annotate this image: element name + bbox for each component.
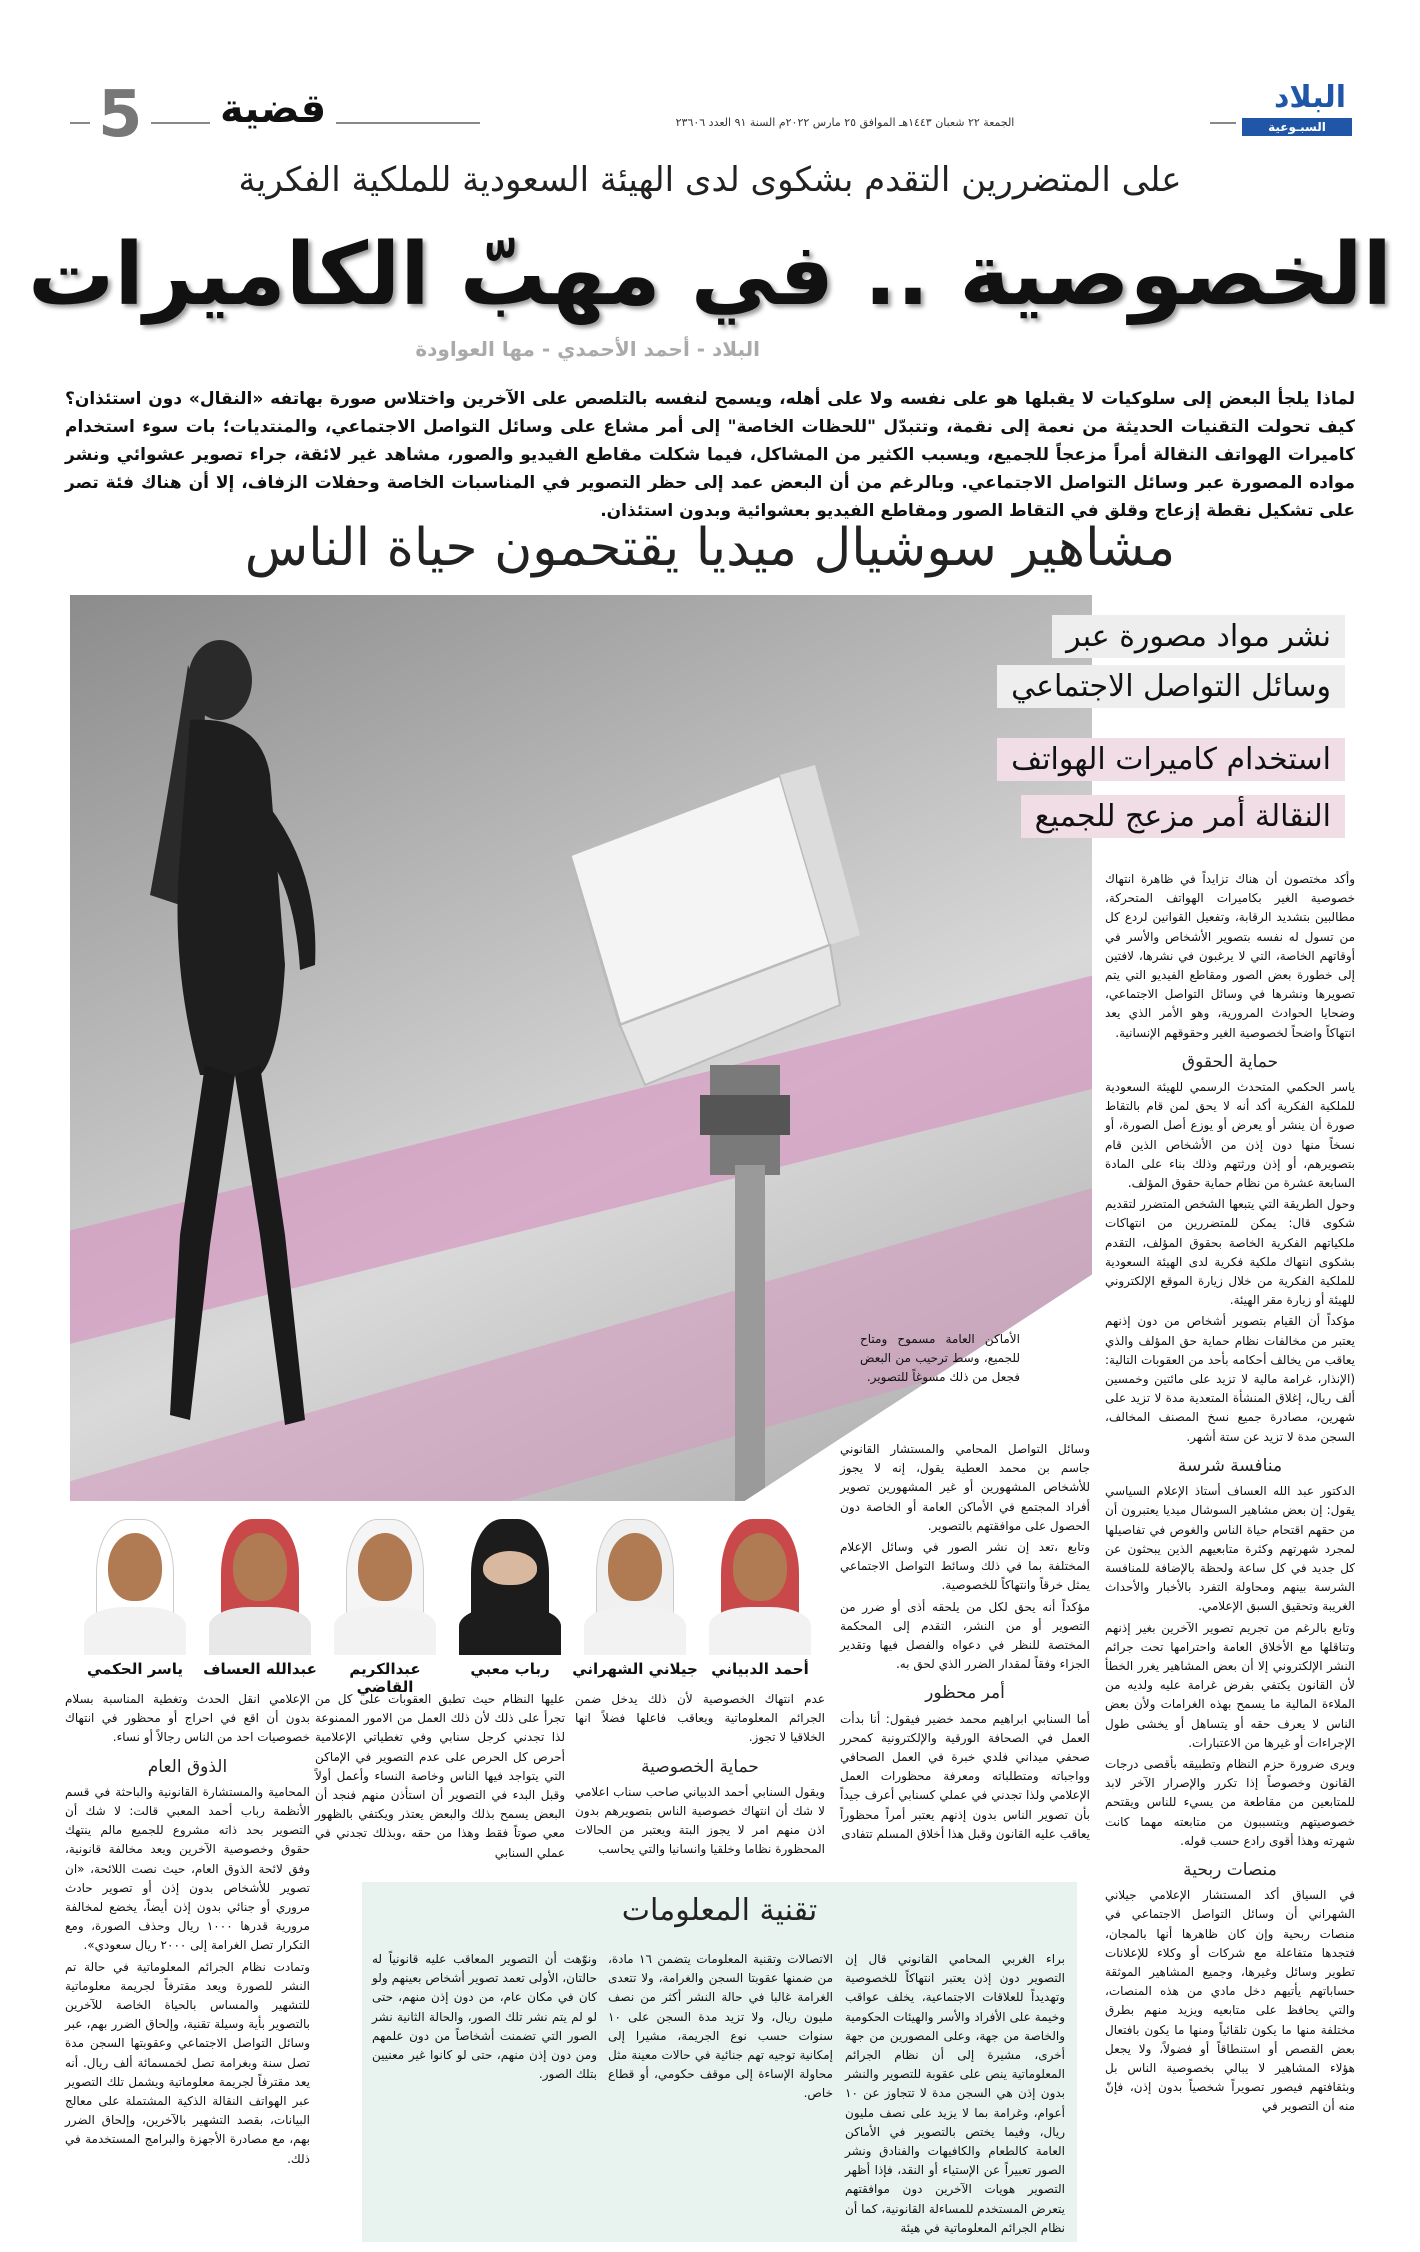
subheadline: مشاهير سوشيال ميديا يقتحمون حياة الناس xyxy=(244,518,1176,578)
photo-callout-3: استخدام كاميرات الهواتف xyxy=(997,738,1345,781)
portrait-ahmed-aldibyani xyxy=(705,1515,815,1655)
newspaper-logo xyxy=(1236,80,1360,140)
portrait-yasser-alhakami xyxy=(80,1515,190,1655)
paragraph: وتابع ،تعد إن نشر الصور في وسائل الإعلام المختلفة بما في ذلك وسائط التواصل الاجتماعي يمثل خرقاً وانتهاكاً للخصوصية. xyxy=(840,1540,1090,1593)
paragraph: وسائل التواصل المحامي والمستشار القانوني جاسم بن محمد العطية يقول، إنه لا يجوز للأشخاص المشهورين أو غير المشهورين تصوير أفراد المجتمع في الأماكن العامة أو الخاصة دون الحصول على موافقتهم بالتصوير. xyxy=(840,1442,1090,1533)
section-heading: منصات ربحية xyxy=(1183,1859,1277,1880)
portrait-rabab-maabi xyxy=(455,1515,565,1655)
lower-column-4 xyxy=(315,1690,565,1865)
section-heading: منافسة شرسة xyxy=(1177,1455,1283,1476)
lower-column-5 xyxy=(65,1690,310,2171)
photo-callout-4: النقالة أمر مزعج للجميع xyxy=(1021,795,1345,838)
info-box-title: تقنية المعلومات xyxy=(621,1893,818,1928)
person-name: ياسر الحكمي xyxy=(86,1660,184,1678)
section-heading: حماية الخصوصية xyxy=(641,1756,759,1777)
paragraph: الإعلامي انقل الحدث وتغطية المناسبة بسلام بدون أن اقع في احراج أو محظور في انتهاك خصوصيات احد من الناس رجالاً أو نساء. xyxy=(65,1692,310,1745)
right-column xyxy=(1105,870,1355,2119)
photo-callout-2: وسائل التواصل الاجتماعي xyxy=(997,665,1345,708)
portrait-abdullah-alassaf xyxy=(205,1515,315,1655)
logo-title: البلاد xyxy=(1274,80,1346,115)
paragraph: ويرى ضرورة حزم النظام وتطبيقه بأقصى درجات القانون وخصوصاً إذا تكرر والإصرار الآخر لابد للمتابعين من مقاطعة من يسيء للناس ويقتحم خصوصيتهم ويتسببون من متابعته مهما كانت شهرته وهذا أقوى رادع حسب قوله. xyxy=(1105,1756,1355,1848)
person-name: رباب معبي xyxy=(470,1660,550,1678)
page-header xyxy=(70,78,1360,152)
paragraph: عليها النظام حيث تطبق العقوبات على كل من تجرأ على ذلك لأن ذلك العمل من الامور الممنوعة لذا تجدني كرجل سنابي وفي تغطياتي الإعلامية أحرص كل الحرص على عدم التصوير في الإماكن التي يتواجد فيها الناس وخاصة النساء وأعمل أولاً وقبل البدء في التصوير أن استأذن منهم فنجد أن البعض يسمح بذلك والبعض يعتذر ويكتفي بالظهور معي صوتاً فقط وهذا من حقه ،وبذلك تجدني في عملي السنابي xyxy=(315,1692,565,1860)
paragraph: وحول الطريقة التي يتبعها الشخص المتضرر لتقديم شكوى قال: يمكن للمتضررين من انتهاكات ملكياتهم الفكرية الخاصة بحقوق المؤلف، التقدم بشكوى انتهاك ملكية فكرية لدى الهيئة السعودية للملكية الفكرية من خلال زيارة الموقع الإلكتروني للهيئة أو زيارة مقر الهيئة. xyxy=(1105,1197,1355,1308)
byline: البلاد - أحمد الأحمدي - مها العواودة xyxy=(415,337,760,361)
portrait-jilani-alshahrani xyxy=(580,1515,690,1655)
lower-column-3 xyxy=(575,1690,825,1862)
person-name: أحمد الدبياني xyxy=(711,1660,809,1678)
kicker: على المتضررين التقدم بشكوى لدى الهيئة السعودية للملكية الفكرية xyxy=(238,160,1182,200)
section-title: قضية xyxy=(210,86,336,132)
section-heading: أمر محظور xyxy=(925,1683,1005,1704)
section-heading: الذوق العام xyxy=(147,1756,228,1777)
paragraph: أما السنابي ابراهيم محمد خضير فيقول: أنا بدأت العمل في الصحافة الورقية والإلكترونية كمحرر صحفي ميداني فلدي خبرة في العمل الصحافي وواجباته ومتطلباته ومعرفة محظورات العمل الإعلامي ولذا تجدني في عملي كسنابي أعرف جيداً بأن تصوير الناس بدون إذنهم يعتبر أمراً محظوراً يعاقب عليه القانون وقبل هذا أخلاق المسلم تتفادى xyxy=(840,1711,1090,1841)
security-camera xyxy=(530,765,1092,1501)
photo-caption: الأماكن العامة مسموح ومتاح للجميع، وسط ترحيب من البعض فجعل من ذلك مسوغاً للتصوير. xyxy=(860,1332,1020,1384)
info-box-col-3: ونوّهت أن التصوير المعاقب عليه قانونياً له حالتان، الأولى تعمد تصوير أشخاص بعينهم ولو كان في مكان عام، من دون إذن منهم، حتى لو لم يتم نشر تلك الصور، والحالة الثانية نشر الصور التي تضمنت أشخاصاً من دون علمهم ومن دون إذن منهم، حتى لو كانوا غير معنيين بتلك الصور. xyxy=(372,1952,597,2082)
paragraph: وتابع بالرغم من تجريم تصوير الآخرين بغير إذنهم وتناقلها مع الأخلاق العامة واحترامها تحت جرائم النشر الإلكتروني إلا أن بعض المشاهير يغرر الخطأ لأن القانون يكتفي بفرض غرامة عليه ولديه من الملاءة المالية ما يسمح بهذه الغرامات ولأن بعض الناس لا يعرف حقه أو يتساهل أو يخشى طول الإجراءات أو غيرها من الاعتبارات. xyxy=(1105,1620,1355,1750)
paragraph: عدم انتهاك الخصوصية لأن ذلك يدخل ضمن الجرائم المعلوماتية ويعاقب فاعلها فضلاً انها الخلاقيا لا تجوز. xyxy=(575,1692,825,1745)
middle-column xyxy=(840,1440,1090,1846)
paragraph: ويقول السنابي أحمد الدبياني صاحب سناب اعلامي لا شك أن انتهاك خصوصية الناس بتصويرهم بدون اذن منهم امر لا يجوز البتة ويعتبر من الحالات المحظورة نظاما وخلقيا وانسانيا والتي يحاسب xyxy=(575,1784,825,1857)
person-name: عبدالكريم القاضي xyxy=(349,1660,421,1696)
intro-paragraph: لماذا يلجأ البعض إلى سلوكيات لا يقبلها هو على نفسه ولا على أهله، ويسمح لنفسه بالتلصص على الآخرين واختلاس صورة بهاتفه «النقال» دون استئذان؟ كيف تحولت التقنيات الحديثة من نعمة إلى نقمة، وتتبدّل "للحظات الخاصة" إلى أمر مشاع على وسائل التواصل الاجتماعي، والمنتديات؛ بات سوء استخدام كاميرات الهواتف النقالة أمراً مزعجاً للجميع، ويسبب الكثير من المشاكل، فيما شكلت مقاطع الفيديو والصور، مشاهد غير لائقة، جراء تصوير عشوائي ونشر مواده المصورة عبر وسائل التواصل الاجتماعي. وبالرغم من أن البعض عمد إلى حظر التصوير في المناسبات الخاصة وحفلات الزفاف، إلا أن هناك فئة تصر على تشكيل نقطة إزعاج وقلق في التقاط الصور ومقاطع الفيديو بعشوائية وبدون استئذان. xyxy=(65,389,1355,521)
paragraph: مؤكداً أن القيام بتصوير أشخاص من دون إذنهم يعتبر من مخالفات نظام حماية حق المؤلف والذي يعاقب من يخالف أحكامه بأحد من العقوبات التالية: (الإنذار، غرامة مالية لا تزيد على مائتين وخمسين ألف ريال، إغلاق المنشأة المتعدية مدة لا تزيد على شهرين، مصادرة جميع نسخ المصنف المخالف، السجن مدة لا تزيد عن ستة أشهر. xyxy=(1105,1314,1355,1444)
walking-woman-silhouette xyxy=(110,635,360,1455)
photo-callout-1: نشر مواد مصورة عبر xyxy=(1052,615,1345,658)
paragraph: وأكد مختصون أن هناك تزايداً في ظاهرة انتهاك خصوصية الغير بكاميرات الهواتف المتحركة، مطالبين بتشديد الرقابة، وتفعيل القوانين لردع كل من تسول له نفسه بتصوير الأشخاص والأسر في أوقاتهم الخاصة، التي لا يرغبون في نشرها، لافتين إلى خطورة بعض الصور ومقاطع الفيديو التي يتم تصويرها ونشرها في وسائل التواصل الاجتماعي، وضحايا الحوادث المرورية، وهو الأمر الذي يعد انتهاكاً واضحاً لخصوصية الغير وحقوقهم الإنسانية. xyxy=(1105,872,1355,1040)
logo-subtitle: السبـوعية xyxy=(1242,118,1352,136)
paragraph: في السياق أكد المستشار الإعلامي جيلاني الشهراني أن وسائل التواصل الاجتماعي في منصات ربحية وإن كان ظاهرها أنها بالمجان، فتجدها متفاعلة مع شركات أو وكلاء للإعلانات تطوير وسائل وغيرها، وجميع المشاهير الموثقة حساباتهم يأتيهم دخل مادي من هذه المنصات، والتي يحافظ على متابعيه ويزيد منهم بطرق مختلفة منها ما يكون تلقائياً ومنها ما يكون بافتعال بعض القصص أو استنطاقاً أو فضولاً، ولا يجعل هؤلاء المشاهير لا يبالي بخصوصية الناس بل وبثقافتهم فيصور تصويراً شخصياً بدون إذن، فإنّ منه أن التصوير في xyxy=(1105,1888,1355,2114)
person-name: عبدالله العساف xyxy=(203,1660,317,1678)
paragraph: المحامية والمستشارة القانونية والباحثة في قسم الأنظمة رباب أحمد المعبي قالت: لا شك أن التصوير بحد ذاته مشروع للجميع مالم ينتهك حقوق وخصوصية الآخرين ويعد مخالفة قانونية، وفق لائحة الذوق العام، حيث نصت اللائحة، «ان تصوير للأشخاص بدون إذن أو تصوير حادث مروري أو جنائي بدون إذن أيضاً، يخضع لمخالفة مرورية قدرها ١٠٠٠ ريال وحذف الصورة، ومع التكرار تصل الغرامة إلى ٢٠٠٠ ريال سعودي». xyxy=(65,1784,310,1953)
issue-date-line: الجمعة ٢٢ شعبان ١٤٤٣هـ الموافق ٢٥ مارس ٢٠٢٢م السنة ٩١ العدد ٢٣٦٠٦ xyxy=(480,116,1210,129)
info-box-col-2: الاتصالات وتقنية المعلومات يتضمن ١٦ مادة، من ضمنها عقوبتا السجن والغرامة، ولا تتعدى الغرامة غالبا في حالة النشر أكثر من نصف مليون ريال، ولا تزيد مدة السجن على ١٠ سنوات حسب نوع الجريمة، مشيرا إلى إمكانية توجيه تهم جنائية في حالات معينة مثل محاولة الإساءة إلى موقف حكومي، أو قطاع خاص. xyxy=(608,1952,833,2101)
paragraph: وتمادت نظام الجرائم المعلوماتية في حالة تم النشر للصورة ويعد مقترفاً لجريمة معلوماتية للتشهير والمساس بالحياة الخاصة للآخرين بالتصوير بأية وسيلة تقنية، وإلحاق الضرر بهم، عبر وسائل التواصل الاجتماعي وعقوبتها السجن مدة تصل سنة وبغرامة تصل لخمسمائة ألف ريال. أنه يعد مقترفاً لجريمة معلوماتية ويشمل تلك التصوير عبر الهواتف النقالة الذكية المشتملة على معالج البيانات، بقصد التشهير بالآخرين، وإلحاق الضرر بهم، مع مصادرة الأجهزة والبرامج المستخدمة في ذلك. xyxy=(65,1959,310,2166)
main-headline: الخصوصية .. في مهبّ الكاميرات xyxy=(27,225,1393,325)
section-heading: حماية الحقوق xyxy=(1181,1051,1279,1072)
info-box-col-1: براء الغربي المحامي القانوني قال إن التصوير دون إذن يعتبر انتهاكاً للخصوصية وتهديداً للعلاقات الاجتماعية، يخلف عواقب وخيمة على الأفراد والأسر والهيئات الحكومية والخاصة من جهة، وعلى المصورين من جهة أخرى، مشيرة إلى أن نظام الجرائم المعلوماتية ينص على عقوبة للتصوير والنشر بدون إذن هي السجن مدة لا تتجاوز عن ١٠ أعوام، وغرامة بما لا يزيد على نصف مليون ريال، وفيما يختص بالتصوير في الأماكن العامة كالطعام والكافيهات والفنادق ونشر الصور تعبيراً عن الإستياء أو النقد، فإذا أظهر التصوير هويات الآخرين دون موافقتهم يتعرض المستخدم للمساءلة القانونية، كما أن نظام الجرائم المعلوماتية في هيئة xyxy=(845,1952,1065,2235)
paragraph: الدكتور عبد الله العساف أستاذ الإعلام السياسي يقول: إن بعض مشاهير السوشال ميديا يعتبرون أن من حقهم اقتحام حياة الناس والغوص في تفاصيلها لمجرد شهرتهم وكثرة متابعيهم الذين يبحثون عن كل جديد في كل ساعة ولحظة بالإضافة للمنافسة الشرسة بينهم ومحاولة التفرد بالأخبار والأحداث الغريبة وتحقيق السبق الإعلامي. xyxy=(1105,1484,1355,1614)
person-name: جيلاني الشهراني xyxy=(572,1660,698,1678)
paragraph: مؤكداً أنه يحق لكل من يلحقه أذى أو ضرر من التصوير أو من النشر، التقدم إلى المحكمة المختصة للنظر في دعواه والفصل فيها وتقدير الجزاء وفقاً لمقدار الضرر الذي لحق به. xyxy=(840,1599,1090,1672)
paragraph: ياسر الحكمي المتحدث الرسمي للهيئة السعودية للملكية الفكرية أكد أنه لا يحق لمن قام بالتقاط صورة أن ينشر أو يعرض أو يوزع أصل الصورة، أو نسخاً منها دون إذن من الأشخاص الذين قام بتصويرهم، أو إذن ورثتهم وذلك بناء على المادة السابعة عشرة من نظام حماية حقوق المؤلف. xyxy=(1105,1080,1355,1191)
portrait-abdulkarim-alqadi xyxy=(330,1515,440,1655)
page-number: 5 xyxy=(90,78,151,152)
